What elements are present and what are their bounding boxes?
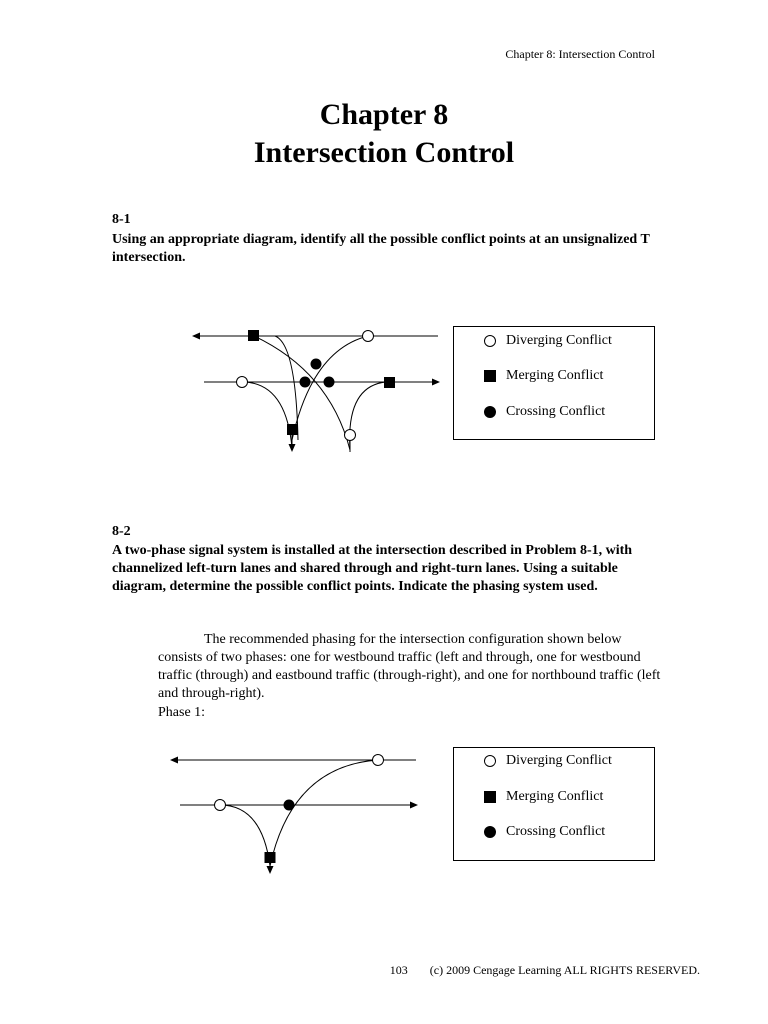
problem-question: Using an appropriate diagram, identify all the possible conflict points at an unsignalized T intersection.: [112, 232, 650, 265]
legend-item-crossing: [484, 823, 605, 841]
northbound-right-path: [350, 382, 386, 450]
eastbound-arrow: [432, 379, 440, 386]
crossing-point: [311, 359, 322, 370]
chapter-title: [0, 96, 768, 172]
south-exit-arrow: [289, 444, 296, 452]
conflict-legend: [453, 326, 655, 440]
problem-number: 8-2: [112, 524, 131, 539]
legend-label: Diverging Conflict: [506, 753, 612, 768]
legend-label: Diverging Conflict: [506, 333, 612, 348]
legend-item-merging: [484, 788, 603, 806]
chapter-subtitle: Intersection Control: [253, 136, 515, 169]
filled-square-icon: [484, 791, 496, 803]
open-circle-icon: [484, 755, 496, 767]
diverging-point: [345, 430, 356, 441]
crossing-point: [300, 377, 311, 388]
westbound-left-path: [292, 336, 368, 440]
westbound-arrow: [170, 757, 178, 764]
crossing-point: [324, 377, 335, 388]
merging-point: [384, 377, 395, 388]
page-footer: [360, 963, 700, 978]
westbound-arrow: [192, 333, 200, 340]
legend-item-diverging: [484, 752, 612, 770]
eastbound-right-path: [242, 382, 292, 448]
legend-label: Merging Conflict: [506, 368, 604, 383]
legend-item-diverging: [484, 332, 612, 350]
diverging-point: [215, 800, 226, 811]
t-intersection-conflict-diagram: [180, 320, 450, 460]
legend-item-merging: [484, 367, 603, 385]
filled-square-icon: [484, 370, 496, 382]
filled-circle-icon: [484, 826, 496, 838]
westbound-left-path: [270, 760, 378, 866]
diverging-point: [373, 755, 384, 766]
answer-text: The recommended phasing for the intersection configuration shown below consists of two phases: one for westbound traffic (left and through, one for westbound traffic (through) and eastbound traffic (through-right), and one for northbound traffic (left and through-right).: [158, 632, 661, 701]
merging-point: [248, 330, 259, 341]
crossing-point: [284, 800, 295, 811]
merging-point: [265, 852, 276, 863]
eastbound-right-path: [220, 805, 270, 866]
legend-label: Merging Conflict: [506, 789, 604, 804]
problem-question: A two-phase signal system is installed at the intersection described in Problem 8-1, with channelized left-turn lanes and shared through and right-turn lanes. Using a suitable diagram, determine the possible conflict points. Indicate the phasing system used.: [112, 543, 633, 594]
diverging-point: [237, 377, 248, 388]
phase-label: Phase 1:: [158, 705, 206, 720]
answer-paragraph: [158, 631, 668, 703]
problem-number: 8-1: [112, 212, 131, 227]
filled-circle-icon: [484, 406, 496, 418]
legend-label: Crossing Conflict: [506, 404, 606, 419]
running-head: Chapter 8: Intersection Control: [505, 47, 655, 61]
conflict-legend: [453, 747, 655, 861]
copyright-notice: (c) 2009 Cengage Learning ALL RIGHTS RESERVED.: [429, 963, 700, 977]
open-circle-icon: [484, 335, 496, 347]
eastbound-arrow: [410, 802, 418, 809]
phase-1-conflict-diagram: [160, 742, 430, 882]
legend-label: Crossing Conflict: [506, 824, 606, 839]
legend-item-crossing: [484, 403, 605, 421]
diverging-point: [363, 331, 374, 342]
page-number: 103: [389, 963, 408, 977]
chapter-label: Chapter 8: [319, 98, 449, 131]
merging-point: [287, 424, 298, 435]
south-exit-arrow: [267, 866, 274, 874]
